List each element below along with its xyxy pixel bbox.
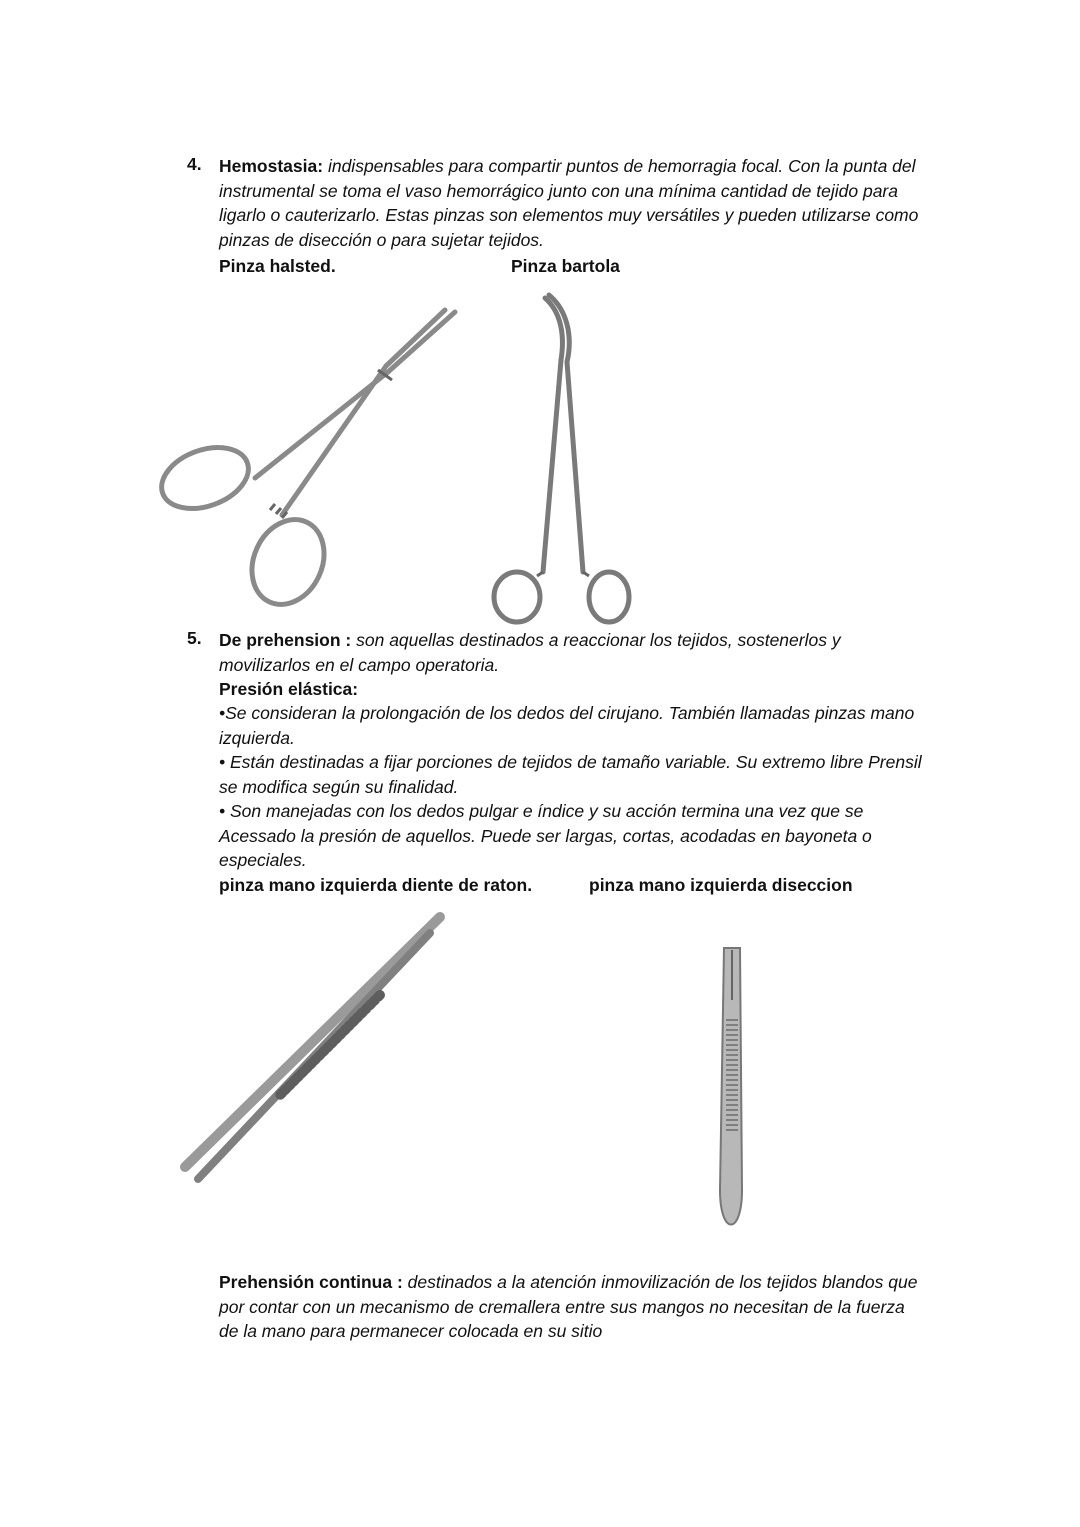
halsted-ring-left (153, 436, 257, 519)
halsted-jaw-upper (388, 312, 455, 372)
bartola-ring-right (589, 572, 629, 622)
halsted-ring-right (239, 508, 338, 616)
halsted-jaw-lower (386, 310, 445, 366)
bullet-1: •Se consideran la prolongación de los dedos del cirujano. También llamadas pinzas mano izquierda. (219, 703, 915, 748)
label-diente-de-raton: pinza mano izquierda diente de raton. (219, 875, 533, 895)
subheading-presion-elastica: Presión elástica: (219, 679, 359, 699)
halsted-forceps-image (150, 300, 470, 620)
section-4-title: Hemostasia: (219, 156, 324, 176)
continua-paragraph (219, 1270, 929, 1344)
continua-title: Prehensión continua : (219, 1272, 403, 1292)
bartola-shank-left (543, 360, 561, 572)
bullet-2: • Están destinadas a fijar porciones de tejidos de tamaño variable. Su extremo libre Prensil se modifica según su finalidad. (219, 752, 922, 797)
section-4-paragraph (219, 154, 929, 252)
section-5-number: 5. (187, 628, 202, 648)
label-pinza-bartola: Pinza bartola (511, 256, 620, 276)
tissue-forceps-arm-top (185, 917, 440, 1167)
section-4-number: 4. (187, 154, 202, 174)
label-pinza-halsted: Pinza halsted. (219, 256, 336, 276)
bartola-ring-left (494, 572, 540, 622)
dissecting-forceps-image (702, 940, 762, 1250)
halsted-shank-lower (282, 366, 386, 515)
section-5-title: De prehension : (219, 630, 352, 650)
continua-description: destinados a la atención inmovilización de los tejidos blandos que por contar con un mecanismo de cremallera entre sus mangos no necesitan de la fuerza de la mano para permanecer colocada en su sitio (219, 1272, 918, 1341)
label-diseccion: pinza mano izquierda diseccion (589, 875, 853, 895)
bartola-shank-right (567, 362, 583, 572)
bartola-forceps-image (485, 290, 645, 630)
section-5-description: son aquellas destinados a reaccionar los tejidos, sostenerlos y movilizarlos en el campo operatoria. (219, 630, 841, 675)
section-5-paragraph (219, 628, 929, 677)
section-4-description: indispensables para compartir puntos de hemorragia focal. Con la punta del instrumental se toma el vaso hemorrágico junto con una mínima cantidad de tejido para ligarlo o cauterizarlo. Estas pinzas son elementos muy versátiles y pueden utilizarse como pinzas de disección o para sujetar tejidos. (219, 156, 919, 250)
tissue-forceps-image (170, 905, 460, 1185)
tissue-forceps-grip (280, 995, 380, 1095)
bullet-3: • Son manejadas con los dedos pulgar e índice y su acción termina una vez que se Acessado la presión de aquellos. Puede ser largas, cortas, acodadas en bayoneta o especiales. (219, 801, 872, 870)
